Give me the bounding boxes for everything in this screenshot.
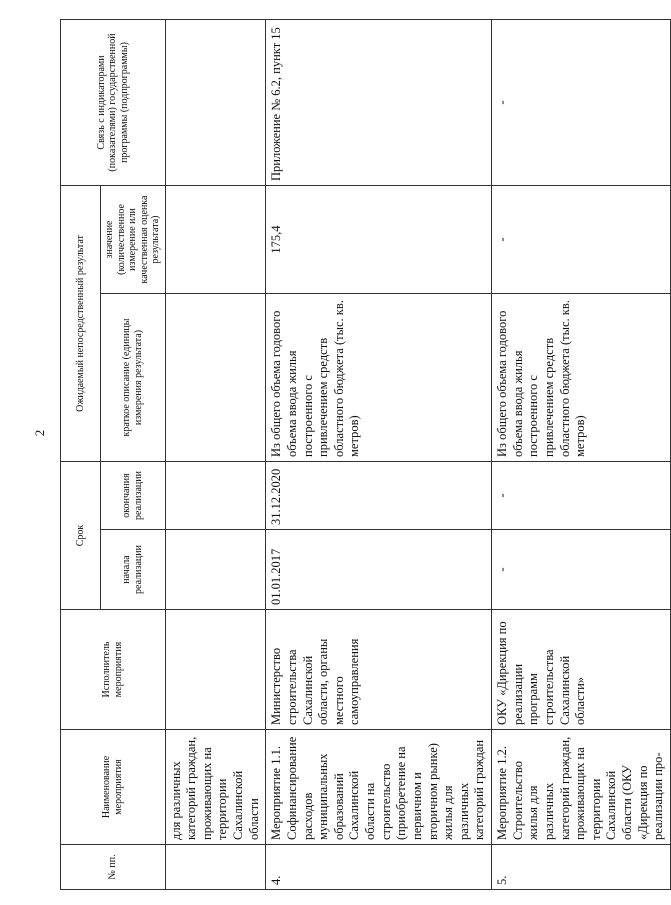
row-name: Мероприятие 1.1. Софинансирование расходов муниципальных образований Сахалинской области на строительство (приобретение на первичном и вторичном рынке) жилья для различных категорий граждан — [266, 730, 492, 845]
row-num — [165, 845, 266, 890]
row-link — [165, 19, 266, 185]
row-end: - — [492, 462, 671, 530]
header-executor: Исполнитель мероприятия — [61, 610, 166, 730]
table-row — [165, 19, 266, 889]
header-name: Наименование мероприятия — [61, 730, 166, 845]
row-num: 4. — [266, 845, 492, 890]
rotated-table-wrapper — [60, 20, 666, 890]
row-desc — [165, 294, 266, 462]
row-value: - — [492, 185, 671, 293]
row-executor: ОКУ «Дирекция по реализации программ строительства Сахалинской области» — [492, 610, 671, 730]
row-start: 01.01.2017 — [266, 530, 492, 610]
row-start — [165, 530, 266, 610]
row-executor — [165, 610, 266, 730]
header-result: Ожидаемый непосредственный результат — [61, 185, 101, 461]
table-row — [492, 19, 671, 889]
row-link: Приложение № 6.2, пункт 15 — [266, 19, 492, 185]
row-desc: Из общего объема годового объема ввода жилья построенного с привлечением средств областного бюджета (тыс. кв. метров) — [266, 294, 492, 462]
header-term-end: окончания реализации — [101, 462, 166, 530]
row-end: 31.12.2020 — [266, 462, 492, 530]
header-term-start: начала реализации — [101, 530, 166, 610]
row-executor: Министерство строительства Сахалинской области, органы местного самоуправления — [266, 610, 492, 730]
row-num: 5. — [492, 845, 671, 890]
row-desc: Из общего объема годового объема ввода жилья построенного с привлечением средств областного бюджета (тыс. кв. метров) — [492, 294, 671, 462]
row-value — [165, 185, 266, 293]
row-end — [165, 462, 266, 530]
row-value: 175,4 — [266, 185, 492, 293]
header-link: Связь с индикаторами (показателями) государственной программы (подпрограммы) — [61, 19, 166, 185]
table-row — [266, 19, 492, 889]
header-term: Срок — [61, 462, 101, 610]
measures-table — [60, 19, 671, 890]
header-num: № пп. — [61, 845, 166, 890]
row-link: - — [492, 19, 671, 185]
page-number: 2 — [32, 429, 47, 437]
header-result-desc: краткое описание (единицы измерения результата) — [101, 294, 166, 462]
row-start: - — [492, 530, 671, 610]
header-result-value: значение (количественное измерение или качественная оценка результата) — [101, 185, 166, 293]
row-name: для различных категорий граждан, проживающих на территории Сахалинской области — [165, 730, 266, 845]
row-name: Мероприятие 1.2. Строительство жилья для различных категорий граждан, проживающих на территории Сахалинской области (ОКУ «Дирекция по реализации про- — [492, 730, 671, 845]
